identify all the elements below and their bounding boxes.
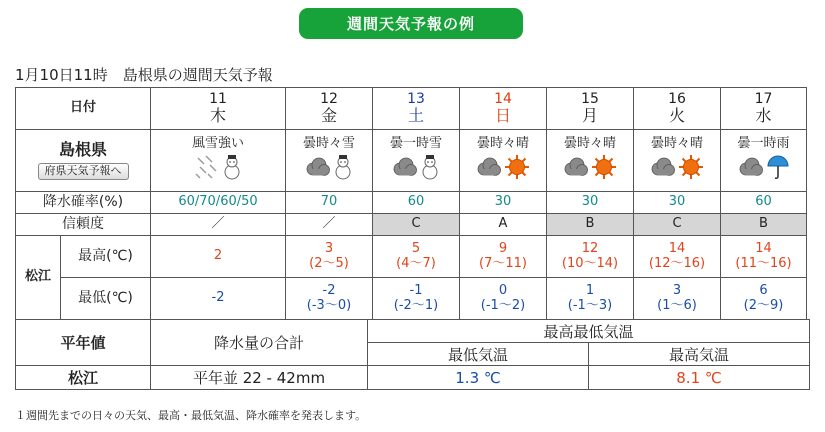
day-of-week: 火	[668, 106, 685, 126]
reliability-cell	[373, 214, 460, 236]
sun-icon	[678, 154, 704, 185]
normal-max-temp-value: 8.1 ℃	[589, 366, 810, 390]
normal-precip-value: 平年並 22 - 42mm	[151, 366, 368, 390]
snow-rain-icon	[194, 154, 220, 185]
banner-title: 週間天気予報の例	[299, 8, 523, 39]
precip-cell	[286, 192, 373, 214]
weather-text: 曇時々雪	[302, 136, 355, 152]
page-heading: 1月10日11時 島根県の週間天気予報	[15, 66, 273, 84]
weather-text: 曇時々晴	[650, 136, 703, 152]
min-temp-label: 最低(℃)	[61, 278, 151, 320]
weather-text: 曇一時雨	[737, 136, 790, 152]
max-temp-cell	[634, 236, 721, 278]
min-temp-range: (-3～0)	[306, 297, 352, 313]
precip-value: 30	[668, 194, 686, 210]
max-temp-cell	[286, 236, 373, 278]
reliability-value: C	[411, 216, 421, 232]
normals-label: 平年値	[16, 320, 151, 366]
day-of-week: 水	[755, 106, 772, 126]
snowman-icon	[222, 154, 242, 185]
weather-icons	[286, 154, 372, 184]
cloud-icon	[650, 156, 676, 183]
min-temp-cell	[460, 278, 547, 320]
precip-cell	[547, 192, 634, 214]
reliability-value: B	[585, 216, 595, 232]
precip-cell	[460, 192, 547, 214]
day-number: 13	[407, 91, 425, 108]
reliability-value: B	[759, 216, 768, 232]
sun-icon	[504, 154, 530, 185]
max-temp-range: (10～14)	[561, 255, 619, 271]
min-temp-value: -1	[409, 282, 423, 298]
day-of-week: 木	[209, 106, 226, 126]
min-temp-cell	[634, 278, 721, 320]
day-number: 11	[209, 91, 227, 108]
min-temp-value: 1	[585, 282, 595, 298]
weather-cell	[151, 130, 286, 192]
reliability-value: ／	[211, 216, 225, 232]
normals-table	[15, 319, 810, 390]
max-temp-range: (12～16)	[648, 255, 706, 271]
max-temp-range: (7～11)	[479, 255, 527, 271]
day-of-week: 日	[494, 106, 511, 126]
precip-cell	[721, 192, 807, 214]
precip-cell	[634, 192, 721, 214]
reliability-label: 信頼度	[16, 214, 151, 236]
reliability-value: A	[498, 216, 508, 232]
weather-icons	[634, 154, 720, 184]
cloud-icon	[392, 156, 418, 183]
reliability-cell	[151, 214, 286, 236]
max-temp-value: 5	[411, 240, 421, 256]
precip-value: 60	[755, 194, 772, 210]
day-number: 17	[754, 91, 773, 108]
snowman-icon	[333, 154, 353, 185]
reliability-value: C	[672, 216, 682, 232]
weather-text: 曇時々晴	[563, 136, 616, 152]
max-temp-header: 最高気温	[589, 343, 810, 366]
city-label: 松江	[16, 236, 61, 320]
weather-icons	[721, 154, 806, 184]
precip-value: 30	[581, 194, 599, 210]
min-temp-cell	[547, 278, 634, 320]
precip-label: 降水確率(%)	[16, 192, 151, 214]
weather-icons	[373, 154, 459, 184]
min-temp-cell	[373, 278, 460, 320]
min-temp-value: 3	[672, 282, 682, 298]
precip-value: 60	[407, 194, 425, 210]
weather-cell	[634, 130, 721, 192]
normal-min-temp-value: 1.3 ℃	[368, 366, 589, 390]
weather-cell	[286, 130, 373, 192]
cloud-icon	[305, 156, 331, 183]
max-temp-range: (2～5)	[309, 255, 349, 271]
min-temp-cell	[286, 278, 373, 320]
max-temp-label: 最高(℃)	[61, 236, 151, 278]
weather-icons	[460, 154, 546, 184]
day-of-week: 土	[407, 106, 424, 126]
day-header	[547, 88, 634, 130]
reliability-value: ／	[322, 216, 336, 232]
day-header	[460, 88, 547, 130]
max-temp-value: 14	[668, 240, 686, 256]
umbrella-icon	[766, 154, 790, 185]
max-temp-cell	[460, 236, 547, 278]
precip-value: 70	[320, 194, 338, 210]
min-temp-cell	[151, 278, 286, 320]
min-temp-header: 最低気温	[368, 343, 589, 366]
precip-value: 60/70/60/50	[178, 194, 258, 210]
date-header: 日付	[16, 88, 151, 130]
reliability-cell	[547, 214, 634, 236]
weekly-forecast-table	[15, 87, 807, 320]
min-temp-range: (-1～2)	[480, 297, 526, 313]
footer-note: １週間先までの日々の天気、最高・最低気温、降水確率を発表します。	[15, 409, 367, 422]
cloud-icon	[563, 156, 589, 183]
precip-total-header: 降水量の合計	[151, 320, 368, 366]
day-number: 16	[668, 91, 686, 108]
day-header	[373, 88, 460, 130]
day-number: 14	[494, 91, 512, 108]
precip-cell	[151, 192, 286, 214]
weather-cell	[373, 130, 460, 192]
min-temp-range: (-2～1)	[393, 297, 439, 313]
weather-icons	[151, 154, 285, 184]
reliability-cell	[460, 214, 547, 236]
weather-cell	[460, 130, 547, 192]
weather-cell	[547, 130, 634, 192]
day-header	[721, 88, 807, 130]
weather-icons	[547, 154, 633, 184]
day-header	[151, 88, 286, 130]
day-number: 12	[320, 91, 338, 108]
day-of-week: 月	[581, 106, 598, 126]
day-of-week: 金	[320, 106, 337, 126]
max-temp-value: 3	[324, 240, 334, 256]
cloud-icon	[476, 156, 502, 183]
min-temp-value: 6	[759, 282, 768, 298]
cloud-icon	[738, 156, 764, 183]
temp-range-header: 最高最低気温	[368, 320, 810, 343]
reliability-cell	[721, 214, 807, 236]
reliability-cell	[634, 214, 721, 236]
max-temp-cell	[151, 236, 286, 278]
day-number: 15	[581, 91, 599, 108]
max-temp-cell	[547, 236, 634, 278]
max-temp-value: 2	[213, 248, 223, 264]
day-header	[634, 88, 721, 130]
max-temp-cell	[721, 236, 807, 278]
sun-icon	[591, 154, 617, 185]
normals-city-label: 松江	[16, 366, 151, 390]
region-cell	[16, 130, 151, 192]
min-temp-cell	[721, 278, 807, 320]
max-temp-range: (11～16)	[735, 255, 792, 271]
min-temp-value: -2	[322, 282, 336, 298]
max-temp-value: 12	[581, 240, 599, 256]
day-header	[286, 88, 373, 130]
min-temp-value: 0	[498, 282, 508, 298]
precip-value: 30	[494, 194, 512, 210]
max-temp-value: 14	[755, 240, 772, 256]
precip-cell	[373, 192, 460, 214]
weather-text: 曇一時雪	[389, 136, 442, 152]
weather-text: 曇時々晴	[476, 136, 529, 152]
snowman-icon	[420, 154, 440, 185]
min-temp-range: (-1～3)	[567, 297, 613, 313]
min-temp-range: (2～9)	[743, 297, 784, 313]
region-label: 島根県	[58, 140, 107, 160]
weather-text: 風雪強い	[191, 136, 244, 152]
prefecture-forecast-button[interactable]: 府県天気予報へ	[38, 163, 129, 180]
max-temp-cell	[373, 236, 460, 278]
reliability-cell	[286, 214, 373, 236]
weather-cell	[721, 130, 807, 192]
max-temp-range: (4～7)	[396, 255, 436, 271]
min-temp-range: (1～6)	[657, 297, 697, 313]
max-temp-value: 9	[498, 240, 508, 256]
min-temp-value: -2	[211, 290, 225, 306]
